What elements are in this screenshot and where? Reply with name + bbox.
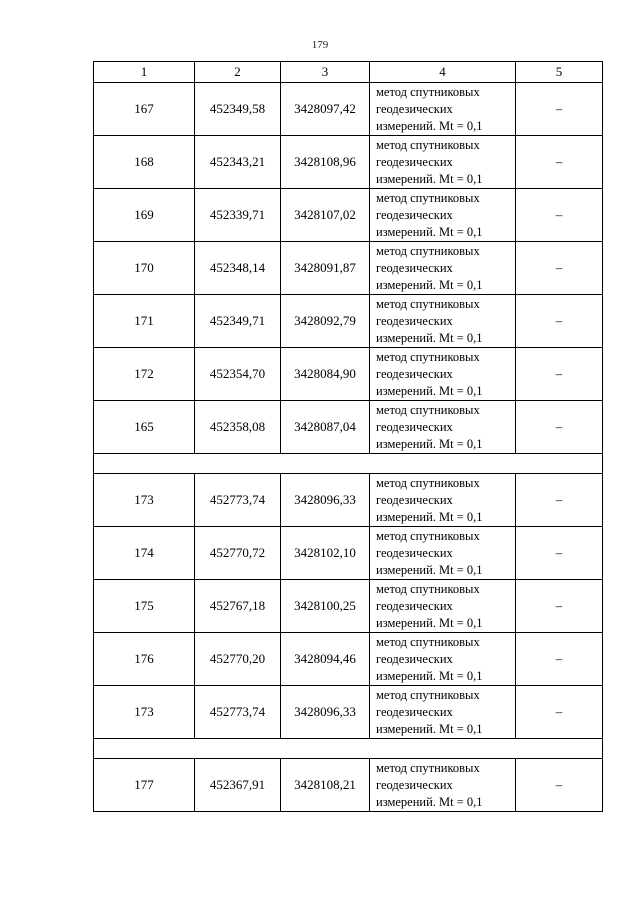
point-number-cell: 169 — [94, 189, 195, 242]
table-body — [94, 83, 603, 812]
method-line: метод спутниковых — [376, 402, 480, 417]
method-line: геодезических — [376, 419, 453, 434]
point-number-cell: 175 — [94, 580, 195, 633]
method-line: геодезических — [376, 101, 453, 116]
coord-y-cell: 3428097,42 — [281, 83, 370, 136]
table-row — [94, 580, 603, 633]
method-line: измерений. Mt = 0,1 — [376, 277, 483, 292]
coord-y-cell: 3428108,96 — [281, 136, 370, 189]
method-line: метод спутниковых — [376, 475, 480, 490]
method-line: метод спутниковых — [376, 349, 480, 364]
note-cell: – — [516, 83, 603, 136]
method-line: измерений. Mt = 0,1 — [376, 118, 483, 133]
coord-x-cell: 452767,18 — [195, 580, 281, 633]
method-line: метод спутниковых — [376, 137, 480, 152]
coord-x-cell: 452349,58 — [195, 83, 281, 136]
note-cell: – — [516, 686, 603, 739]
method-cell — [370, 83, 516, 136]
method-line: геодезических — [376, 651, 453, 666]
coord-y-cell: 3428094,46 — [281, 633, 370, 686]
method-cell — [370, 136, 516, 189]
header-col-3: 3 — [281, 62, 370, 83]
method-line: метод спутниковых — [376, 296, 480, 311]
method-line: метод спутниковых — [376, 687, 480, 702]
coord-x-cell: 452358,08 — [195, 401, 281, 454]
method-line: геодезических — [376, 777, 453, 792]
table-row — [94, 759, 603, 812]
note-cell: – — [516, 242, 603, 295]
coord-x-cell: 452770,72 — [195, 527, 281, 580]
coord-y-cell: 3428096,33 — [281, 474, 370, 527]
coord-y-cell: 3428107,02 — [281, 189, 370, 242]
point-number-cell: 172 — [94, 348, 195, 401]
coord-y-cell: 3428096,33 — [281, 686, 370, 739]
method-line: геодезических — [376, 154, 453, 169]
method-line: геодезических — [376, 704, 453, 719]
method-line: измерений. Mt = 0,1 — [376, 383, 483, 398]
method-line: геодезических — [376, 545, 453, 560]
method-cell — [370, 759, 516, 812]
method-line: измерений. Mt = 0,1 — [376, 794, 483, 809]
method-line: метод спутниковых — [376, 84, 480, 99]
header-col-1: 1 — [94, 62, 195, 83]
method-line: метод спутниковых — [376, 243, 480, 258]
coord-y-cell: 3428084,90 — [281, 348, 370, 401]
coord-x-cell: 452348,14 — [195, 242, 281, 295]
method-line: измерений. Mt = 0,1 — [376, 562, 483, 577]
method-cell — [370, 189, 516, 242]
note-cell: – — [516, 136, 603, 189]
header-col-2: 2 — [195, 62, 281, 83]
note-cell: – — [516, 295, 603, 348]
point-number-cell: 165 — [94, 401, 195, 454]
note-cell: – — [516, 527, 603, 580]
method-line: измерений. Mt = 0,1 — [376, 721, 483, 736]
coord-y-cell: 3428102,10 — [281, 527, 370, 580]
note-cell: – — [516, 348, 603, 401]
method-cell — [370, 686, 516, 739]
method-cell — [370, 527, 516, 580]
method-cell — [370, 401, 516, 454]
method-cell — [370, 348, 516, 401]
method-line: метод спутниковых — [376, 634, 480, 649]
method-line: геодезических — [376, 598, 453, 613]
method-line: геодезических — [376, 366, 453, 381]
coord-x-cell: 452354,70 — [195, 348, 281, 401]
group-separator-row — [94, 739, 603, 759]
note-cell: – — [516, 401, 603, 454]
method-cell — [370, 295, 516, 348]
table-row — [94, 136, 603, 189]
note-cell: – — [516, 189, 603, 242]
point-number-cell: 168 — [94, 136, 195, 189]
method-line: метод спутниковых — [376, 581, 480, 596]
point-number-cell: 176 — [94, 633, 195, 686]
coord-x-cell: 452773,74 — [195, 686, 281, 739]
method-cell — [370, 474, 516, 527]
method-line: геодезических — [376, 260, 453, 275]
note-cell: – — [516, 633, 603, 686]
group-separator-cell — [94, 739, 603, 759]
method-line: измерений. Mt = 0,1 — [376, 224, 483, 239]
coord-y-cell: 3428100,25 — [281, 580, 370, 633]
point-number-cell: 177 — [94, 759, 195, 812]
coord-x-cell: 452343,21 — [195, 136, 281, 189]
method-line: геодезических — [376, 492, 453, 507]
coord-x-cell: 452770,20 — [195, 633, 281, 686]
method-cell — [370, 580, 516, 633]
coord-y-cell: 3428092,79 — [281, 295, 370, 348]
method-cell — [370, 633, 516, 686]
header-col-5: 5 — [516, 62, 603, 83]
note-cell: – — [516, 759, 603, 812]
note-cell: – — [516, 580, 603, 633]
method-line: метод спутниковых — [376, 190, 480, 205]
point-number-cell: 167 — [94, 83, 195, 136]
table-row — [94, 401, 603, 454]
table-row — [94, 527, 603, 580]
table-row — [94, 474, 603, 527]
coordinates-table — [93, 61, 603, 812]
method-cell — [370, 242, 516, 295]
method-line: геодезических — [376, 313, 453, 328]
point-number-cell: 170 — [94, 242, 195, 295]
note-cell: – — [516, 474, 603, 527]
table-row — [94, 83, 603, 136]
point-number-cell: 174 — [94, 527, 195, 580]
table-row — [94, 242, 603, 295]
table-row — [94, 348, 603, 401]
header-col-4: 4 — [370, 62, 516, 83]
method-line: метод спутниковых — [376, 528, 480, 543]
method-line: измерений. Mt = 0,1 — [376, 436, 483, 451]
coord-x-cell: 452367,91 — [195, 759, 281, 812]
table-row — [94, 295, 603, 348]
table-row — [94, 686, 603, 739]
group-separator-cell — [94, 454, 603, 474]
method-line: измерений. Mt = 0,1 — [376, 615, 483, 630]
table-header-row — [94, 62, 603, 83]
coord-y-cell: 3428087,04 — [281, 401, 370, 454]
point-number-cell: 173 — [94, 686, 195, 739]
method-line: геодезических — [376, 207, 453, 222]
page-number: 179 — [311, 39, 329, 51]
point-number-cell: 173 — [94, 474, 195, 527]
point-number-cell: 171 — [94, 295, 195, 348]
coord-x-cell: 452339,71 — [195, 189, 281, 242]
method-line: измерений. Mt = 0,1 — [376, 330, 483, 345]
method-line: измерений. Mt = 0,1 — [376, 509, 483, 524]
coord-y-cell: 3428108,21 — [281, 759, 370, 812]
method-line: измерений. Mt = 0,1 — [376, 668, 483, 683]
method-line: метод спутниковых — [376, 760, 480, 775]
group-separator-row — [94, 454, 603, 474]
table-row — [94, 633, 603, 686]
coord-x-cell: 452349,71 — [195, 295, 281, 348]
method-line: измерений. Mt = 0,1 — [376, 171, 483, 186]
coord-x-cell: 452773,74 — [195, 474, 281, 527]
table-row — [94, 189, 603, 242]
coord-y-cell: 3428091,87 — [281, 242, 370, 295]
